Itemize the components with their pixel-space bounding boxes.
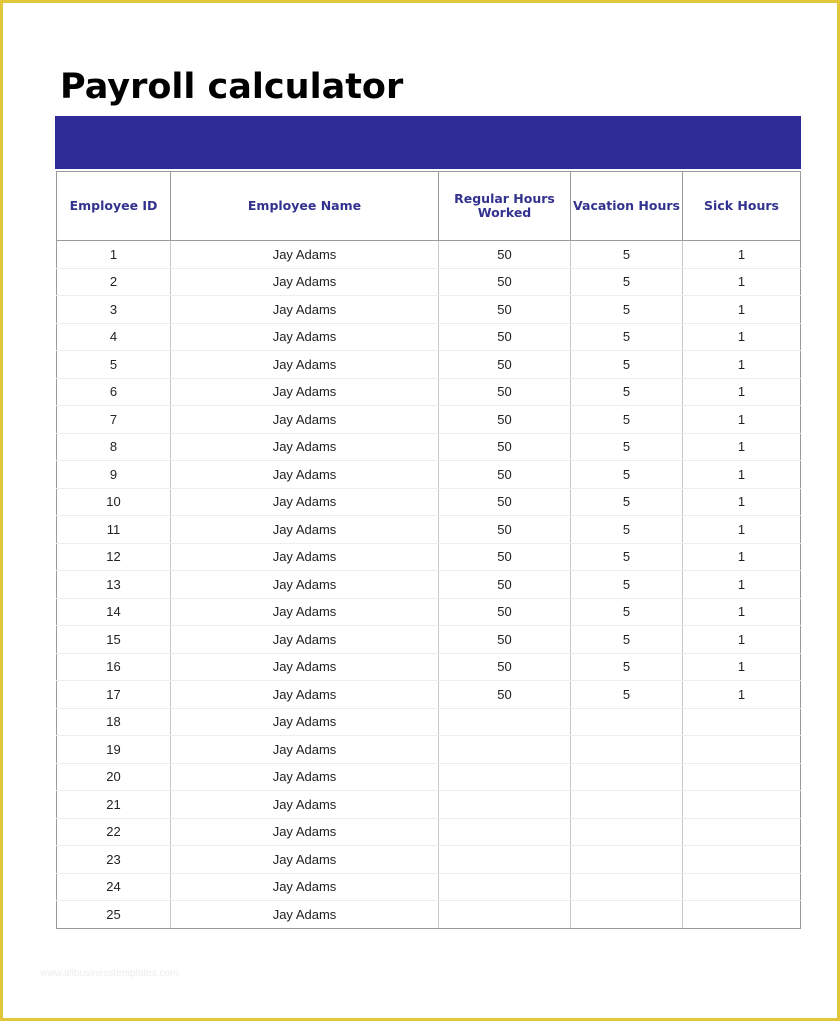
- column-header-vacation-hours[interactable]: Vacation Hours: [571, 172, 683, 241]
- employee-name-cell[interactable]: Jay Adams: [171, 543, 439, 571]
- employee-name-cell[interactable]: Jay Adams: [171, 736, 439, 764]
- employee-id-cell[interactable]: 19: [57, 736, 171, 764]
- vacation-hours-cell[interactable]: 5: [571, 681, 683, 709]
- table-row: [57, 846, 801, 874]
- regular-hours-cell[interactable]: [439, 818, 571, 846]
- regular-hours-cell[interactable]: [439, 708, 571, 736]
- vacation-hours-cell[interactable]: 5: [571, 268, 683, 296]
- employee-name-cell[interactable]: Jay Adams: [171, 626, 439, 654]
- employee-id-cell[interactable]: 16: [57, 653, 171, 681]
- sick-hours-cell[interactable]: 1: [683, 653, 801, 681]
- table-row: [57, 516, 801, 544]
- regular-hours-cell[interactable]: 50: [439, 571, 571, 599]
- vacation-hours-cell[interactable]: 5: [571, 323, 683, 351]
- vacation-hours-cell[interactable]: 5: [571, 461, 683, 489]
- employee-name-cell[interactable]: Jay Adams: [171, 296, 439, 324]
- table-row: [57, 406, 801, 434]
- sick-hours-cell[interactable]: 1: [683, 461, 801, 489]
- table-row: [57, 791, 801, 819]
- regular-hours-cell[interactable]: 50: [439, 378, 571, 406]
- employee-name-cell[interactable]: Jay Adams: [171, 351, 439, 379]
- employee-name-cell[interactable]: Jay Adams: [171, 241, 439, 269]
- sick-hours-cell[interactable]: [683, 846, 801, 874]
- regular-hours-cell[interactable]: 50: [439, 681, 571, 709]
- vacation-hours-cell[interactable]: 5: [571, 241, 683, 269]
- vacation-hours-cell[interactable]: 5: [571, 598, 683, 626]
- employee-id-cell[interactable]: 22: [57, 818, 171, 846]
- employee-name-cell[interactable]: Jay Adams: [171, 461, 439, 489]
- table-row: [57, 681, 801, 709]
- sick-hours-cell[interactable]: 1: [683, 626, 801, 654]
- regular-hours-cell[interactable]: [439, 846, 571, 874]
- employee-name-cell[interactable]: Jay Adams: [171, 323, 439, 351]
- sick-hours-cell[interactable]: [683, 818, 801, 846]
- watermark: www.allbusinesstemplates.com: [40, 968, 179, 979]
- employee-id-cell[interactable]: 25: [57, 901, 171, 929]
- vacation-hours-cell[interactable]: [571, 818, 683, 846]
- employee-id-cell[interactable]: 3: [57, 296, 171, 324]
- regular-hours-cell[interactable]: [439, 736, 571, 764]
- sick-hours-cell[interactable]: [683, 708, 801, 736]
- vacation-hours-cell[interactable]: [571, 708, 683, 736]
- employee-name-cell[interactable]: Jay Adams: [171, 406, 439, 434]
- regular-hours-cell[interactable]: [439, 901, 571, 929]
- employee-name-cell[interactable]: Jay Adams: [171, 571, 439, 599]
- regular-hours-cell[interactable]: 50: [439, 351, 571, 379]
- vacation-hours-cell[interactable]: [571, 736, 683, 764]
- sick-hours-cell[interactable]: 1: [683, 543, 801, 571]
- employee-id-cell[interactable]: 1: [57, 241, 171, 269]
- employee-id-cell[interactable]: 11: [57, 516, 171, 544]
- vacation-hours-cell[interactable]: [571, 873, 683, 901]
- employee-name-cell[interactable]: Jay Adams: [171, 268, 439, 296]
- employee-id-cell[interactable]: 10: [57, 488, 171, 516]
- sick-hours-cell[interactable]: 1: [683, 488, 801, 516]
- table-row: [57, 488, 801, 516]
- vacation-hours-cell[interactable]: 5: [571, 653, 683, 681]
- sick-hours-cell[interactable]: 1: [683, 516, 801, 544]
- table-row: [57, 873, 801, 901]
- sick-hours-cell[interactable]: 1: [683, 378, 801, 406]
- employee-name-cell[interactable]: Jay Adams: [171, 873, 439, 901]
- employee-id-cell[interactable]: 24: [57, 873, 171, 901]
- sick-hours-cell[interactable]: 1: [683, 268, 801, 296]
- sick-hours-cell[interactable]: [683, 873, 801, 901]
- sick-hours-cell[interactable]: 1: [683, 571, 801, 599]
- column-header-employee-id[interactable]: Employee ID: [57, 172, 171, 241]
- column-header-sick-hours[interactable]: Sick Hours: [683, 172, 801, 241]
- employee-id-cell[interactable]: 20: [57, 763, 171, 791]
- employee-name-cell[interactable]: Jay Adams: [171, 488, 439, 516]
- vacation-hours-cell[interactable]: 5: [571, 296, 683, 324]
- table-row: [57, 543, 801, 571]
- sick-hours-cell[interactable]: 1: [683, 681, 801, 709]
- vacation-hours-cell[interactable]: 5: [571, 571, 683, 599]
- sick-hours-cell[interactable]: 1: [683, 323, 801, 351]
- employee-name-cell[interactable]: Jay Adams: [171, 433, 439, 461]
- employee-id-cell[interactable]: 5: [57, 351, 171, 379]
- regular-hours-cell[interactable]: 50: [439, 653, 571, 681]
- employee-id-cell[interactable]: 6: [57, 378, 171, 406]
- table-row: [57, 461, 801, 489]
- employee-id-cell[interactable]: 8: [57, 433, 171, 461]
- employee-name-cell[interactable]: Jay Adams: [171, 763, 439, 791]
- regular-hours-cell[interactable]: 50: [439, 406, 571, 434]
- table-row: [57, 901, 801, 929]
- sick-hours-cell[interactable]: 1: [683, 406, 801, 434]
- regular-hours-cell[interactable]: [439, 763, 571, 791]
- page-title: Payroll calculator: [60, 67, 404, 107]
- employee-name-cell[interactable]: Jay Adams: [171, 681, 439, 709]
- sick-hours-cell[interactable]: [683, 736, 801, 764]
- table-row: [57, 763, 801, 791]
- employee-id-cell[interactable]: 4: [57, 323, 171, 351]
- employee-name-cell[interactable]: Jay Adams: [171, 901, 439, 929]
- regular-hours-cell[interactable]: 50: [439, 296, 571, 324]
- regular-hours-cell[interactable]: 50: [439, 241, 571, 269]
- employee-name-cell[interactable]: Jay Adams: [171, 708, 439, 736]
- regular-hours-cell[interactable]: [439, 873, 571, 901]
- employee-id-cell[interactable]: 23: [57, 846, 171, 874]
- table-row: [57, 268, 801, 296]
- table-row: [57, 818, 801, 846]
- vacation-hours-cell[interactable]: [571, 763, 683, 791]
- header-banner: [55, 116, 801, 169]
- regular-hours-cell[interactable]: 50: [439, 323, 571, 351]
- regular-hours-cell[interactable]: [439, 791, 571, 819]
- sick-hours-cell[interactable]: [683, 901, 801, 929]
- table-row: [57, 571, 801, 599]
- sick-hours-cell[interactable]: 1: [683, 598, 801, 626]
- regular-hours-cell[interactable]: 50: [439, 543, 571, 571]
- sick-hours-cell[interactable]: 1: [683, 296, 801, 324]
- employee-name-cell[interactable]: Jay Adams: [171, 818, 439, 846]
- employee-id-cell[interactable]: 21: [57, 791, 171, 819]
- vacation-hours-cell[interactable]: 5: [571, 626, 683, 654]
- table-row: [57, 323, 801, 351]
- table-row: [57, 708, 801, 736]
- table-row: [57, 296, 801, 324]
- employee-id-cell[interactable]: 15: [57, 626, 171, 654]
- sick-hours-cell[interactable]: [683, 763, 801, 791]
- regular-hours-cell[interactable]: 50: [439, 268, 571, 296]
- employee-name-cell[interactable]: Jay Adams: [171, 653, 439, 681]
- employee-id-cell[interactable]: 12: [57, 543, 171, 571]
- employee-id-cell[interactable]: 9: [57, 461, 171, 489]
- column-header-regular-hours[interactable]: Regular Hours Worked: [439, 172, 571, 241]
- regular-hours-cell[interactable]: 50: [439, 626, 571, 654]
- regular-hours-cell[interactable]: 50: [439, 598, 571, 626]
- employee-name-cell[interactable]: Jay Adams: [171, 378, 439, 406]
- table-row: [57, 378, 801, 406]
- vacation-hours-cell[interactable]: [571, 846, 683, 874]
- regular-hours-cell[interactable]: 50: [439, 516, 571, 544]
- vacation-hours-cell[interactable]: 5: [571, 516, 683, 544]
- table-body: [57, 241, 801, 929]
- employee-id-cell[interactable]: 13: [57, 571, 171, 599]
- employee-id-cell[interactable]: 17: [57, 681, 171, 709]
- table-row: [57, 351, 801, 379]
- table-row: [57, 626, 801, 654]
- vacation-hours-cell[interactable]: 5: [571, 488, 683, 516]
- vacation-hours-cell[interactable]: 5: [571, 543, 683, 571]
- regular-hours-cell[interactable]: 50: [439, 461, 571, 489]
- vacation-hours-cell[interactable]: [571, 901, 683, 929]
- employee-id-cell[interactable]: 14: [57, 598, 171, 626]
- employee-id-cell[interactable]: 18: [57, 708, 171, 736]
- table-header-row: [57, 172, 801, 241]
- employee-id-cell[interactable]: 2: [57, 268, 171, 296]
- employee-name-cell[interactable]: Jay Adams: [171, 598, 439, 626]
- vacation-hours-cell[interactable]: 5: [571, 406, 683, 434]
- employee-name-cell[interactable]: Jay Adams: [171, 846, 439, 874]
- sick-hours-cell[interactable]: [683, 791, 801, 819]
- vacation-hours-cell[interactable]: 5: [571, 433, 683, 461]
- sick-hours-cell[interactable]: 1: [683, 241, 801, 269]
- table-row: [57, 241, 801, 269]
- table-row: [57, 736, 801, 764]
- sick-hours-cell[interactable]: 1: [683, 351, 801, 379]
- table-row: [57, 433, 801, 461]
- employee-name-cell[interactable]: Jay Adams: [171, 516, 439, 544]
- table-row: [57, 598, 801, 626]
- vacation-hours-cell[interactable]: 5: [571, 378, 683, 406]
- column-header-employee-name[interactable]: Employee Name: [171, 172, 439, 241]
- employee-id-cell[interactable]: 7: [57, 406, 171, 434]
- regular-hours-cell[interactable]: 50: [439, 433, 571, 461]
- vacation-hours-cell[interactable]: [571, 791, 683, 819]
- employee-name-cell[interactable]: Jay Adams: [171, 791, 439, 819]
- table-row: [57, 653, 801, 681]
- payroll-table: [56, 171, 801, 929]
- regular-hours-cell[interactable]: 50: [439, 488, 571, 516]
- vacation-hours-cell[interactable]: 5: [571, 351, 683, 379]
- sick-hours-cell[interactable]: 1: [683, 433, 801, 461]
